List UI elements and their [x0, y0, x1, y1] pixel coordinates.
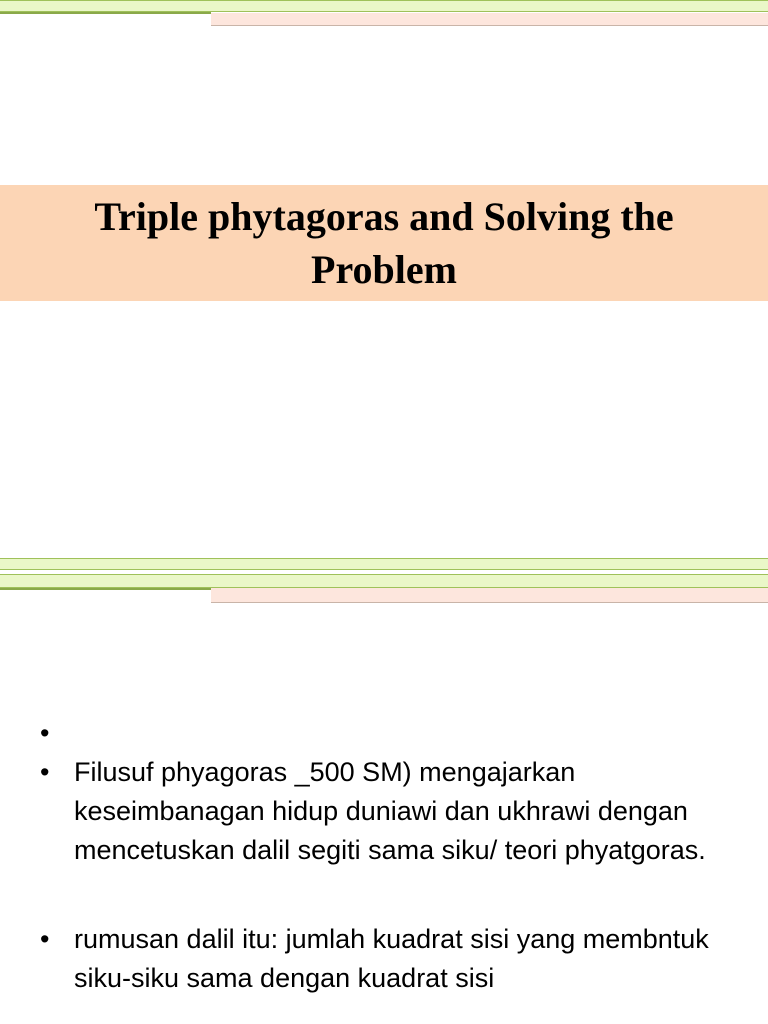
slide-2: [0, 574, 768, 1024]
bullet-dot: •: [40, 924, 50, 954]
slide2-top-decorative-bar: [0, 574, 768, 588]
slide-title: Triple phytagoras and Solving the Problem: [94, 194, 674, 292]
slide2-top-accent-line: [0, 588, 211, 590]
top-pink-strip: [211, 13, 768, 26]
slide2-top-pink-strip: [211, 588, 768, 603]
bullet-text: Filusuf phyagoras _500 SM) mengajarkan keseimbanagan hidup duniawi dan ukhrawi dengan mencetuskan dalil segiti sama siku/ teori phyatgoras.: [74, 757, 706, 865]
bullet-dot: •: [40, 757, 50, 787]
top-decorative-bar: [0, 0, 768, 12]
bullet-text: rumusan dalil itu: jumlah kuadrat sisi yang membntuk siku-siku sama dengan kuadrat sisi: [74, 924, 709, 993]
bullet-dot: •: [40, 718, 50, 748]
top-accent-line: [0, 12, 211, 14]
list-item: [40, 753, 740, 870]
bottom-decorative-bar: [0, 558, 768, 570]
title-band: [0, 185, 768, 301]
bullet-list: [40, 714, 740, 998]
list-item: [40, 714, 740, 753]
list-item: [40, 920, 740, 998]
